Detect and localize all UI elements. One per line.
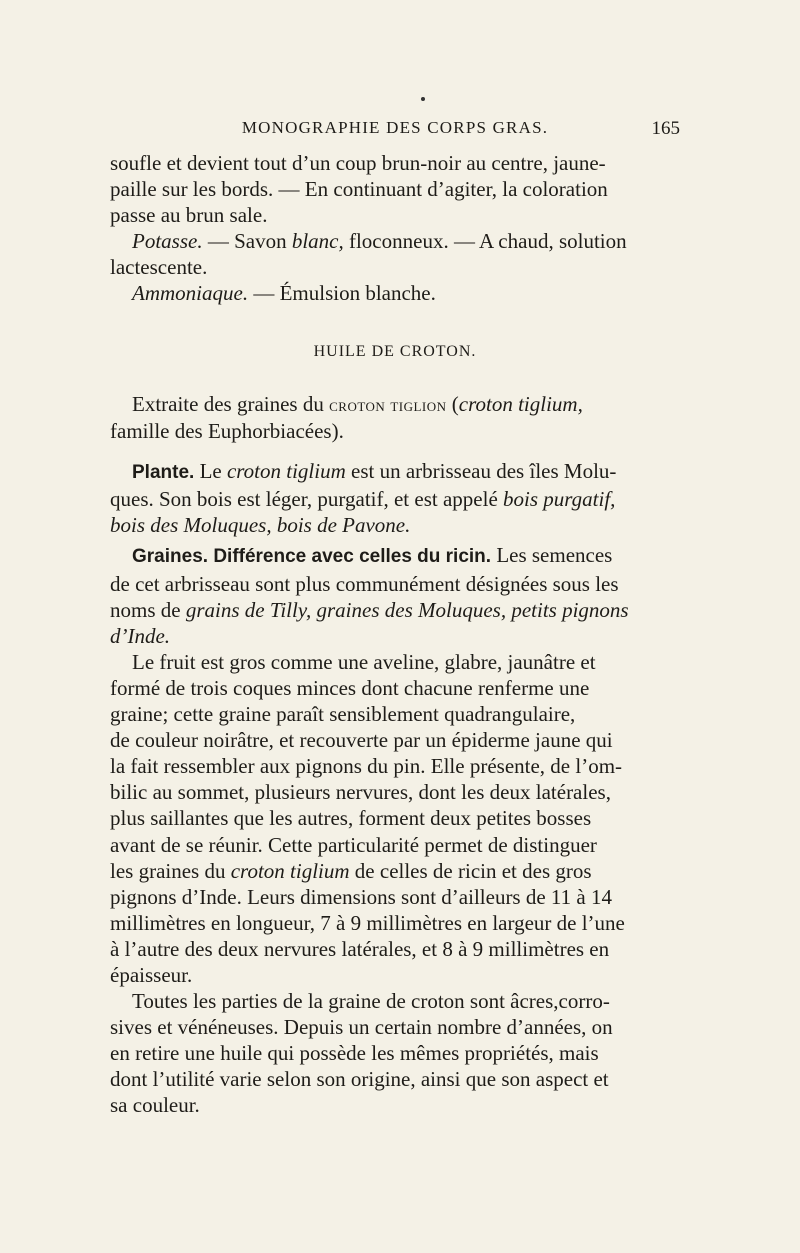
potasse-label: Potasse. (132, 229, 203, 254)
plante-line3 (110, 512, 680, 538)
potasse-text: — Savon (202, 229, 292, 254)
graines-line3 (110, 597, 680, 623)
ammoniaque-text: — Émulsion blanche. (248, 281, 436, 306)
fruit-line-10: pignons d’Inde. Leurs dimensions sont d’ailleurs de 11 à 14 (110, 884, 612, 909)
fruit-line-8: avant de se réunir. Cette particularité permet de distinguer (110, 832, 597, 857)
ammoniaque-label: Ammoniaque. (132, 281, 249, 306)
potasse-paragraph (110, 228, 680, 254)
ammoniaque-paragraph (110, 280, 680, 306)
plante-line2 (110, 486, 680, 512)
fruit-line-6: bilic au sommet, plusieurs nervures, dont les deux latérales, (110, 780, 611, 805)
graines-line4-italic: d’Inde. (110, 623, 171, 648)
potasse-line2: lactescente. (110, 255, 208, 280)
extraite-italic: croton tiglium, (458, 392, 583, 416)
toutes-line-2: sives et vénéneuses. Depuis un certain nombre d’années, on (110, 1015, 613, 1040)
page-number: 165 (651, 118, 680, 139)
running-title: MONOGRAPHIE DES CORPS GRAS. (241, 118, 549, 137)
running-head (110, 118, 680, 146)
plante-italic: croton tiglium (226, 459, 346, 484)
section-heading: HUILE DE CROTON. (313, 343, 477, 360)
plante-line3-italic: bois des Moluques, bois de Pavone. (110, 513, 411, 538)
fruit-line-3: graine; cette graine paraît sensiblement quadrangulaire, (110, 702, 576, 727)
graines-line2: de cet arbrisseau sont plus communément désignées sous les (110, 571, 619, 596)
extraite-paragraph (110, 391, 680, 418)
fruit-line9-text-2: de celles de ricin et des gros (349, 858, 592, 883)
fruit-line9-italic: croton tiglium (230, 858, 350, 883)
para1-line1: soufle et devient tout d’un coup brun-noir au centre, jaune- (110, 151, 606, 175)
fruit-line-5: la fait ressembler aux pignons du pin. Elle présente, de l’om- (110, 754, 623, 779)
fruit-line-13: épaisseur. (110, 962, 193, 987)
graines-paragraph (110, 542, 680, 570)
toutes-line-3: en retire une huile qui possède les mêmes propriétés, mais (110, 1041, 599, 1066)
croton-tiglion-name: croton tiglion (329, 395, 447, 415)
para1-line2: paille sur les bords. — En continuant d’agiter, la coloration (110, 177, 608, 202)
graines-label: Graines. Différence avec celles du ricin. (132, 546, 492, 568)
fruit-line-12: à l’autre des deux nervures latérales, et 8 à 9 millimètres en (110, 936, 610, 961)
graines-line3-text: noms de (110, 597, 186, 622)
toutes-line-4: dont l’utilité varie selon son origine, ainsi que son aspect et (110, 1067, 609, 1092)
toutes-line-5: sa couleur. (110, 1093, 200, 1118)
ink-dot (421, 97, 425, 101)
fruit-line-9 (110, 858, 680, 884)
fruit-line-1: Le fruit est gros comme une aveline, glabre, jaunâtre et (132, 649, 596, 674)
extraite-paren: ( (446, 392, 459, 416)
reactions-block (110, 150, 680, 307)
plante-label: Plante. (132, 462, 195, 484)
graines-line4 (110, 623, 680, 649)
plante-text-2: est un arbrisseau des îles Molu- (345, 459, 617, 484)
graines-line3-italic: grains de Tilly, graines des Moluques, petits pignons (185, 597, 629, 622)
plante-text: Le (194, 459, 227, 484)
graines-text: Les semences (491, 543, 613, 568)
extraite-line2: famille des Euphorbiacées). (110, 419, 344, 444)
fruit-line9-text: les graines du (110, 858, 231, 883)
potasse-text-2: floconneux. — A chaud, solution (343, 229, 627, 254)
para1-line3: passe au brun sale. (110, 203, 268, 228)
fruit-line-4: de couleur noirâtre, et recouverte par un épiderme jaune qui (110, 728, 613, 753)
fruit-line-11: millimètres en longueur, 7 à 9 millimètres en largeur de l’une (110, 910, 625, 935)
plante-paragraph (110, 458, 680, 486)
potasse-italic: blanc, (291, 229, 344, 254)
plante-line2-text: ques. Son bois est léger, purgatif, et est appelé (110, 487, 504, 512)
fruit-line-2: formé de trois coques minces dont chacune renferme une (110, 675, 590, 700)
body-text (110, 391, 680, 1119)
plante-line2-italic: bois purgatif, (503, 487, 616, 512)
toutes-line-1: Toutes les parties de la graine de croton sont âcres,corro- (132, 989, 610, 1014)
fruit-line-7: plus saillantes que les autres, forment deux petites bosses (110, 806, 592, 831)
extraite-text: Extraite des graines du (132, 392, 330, 416)
